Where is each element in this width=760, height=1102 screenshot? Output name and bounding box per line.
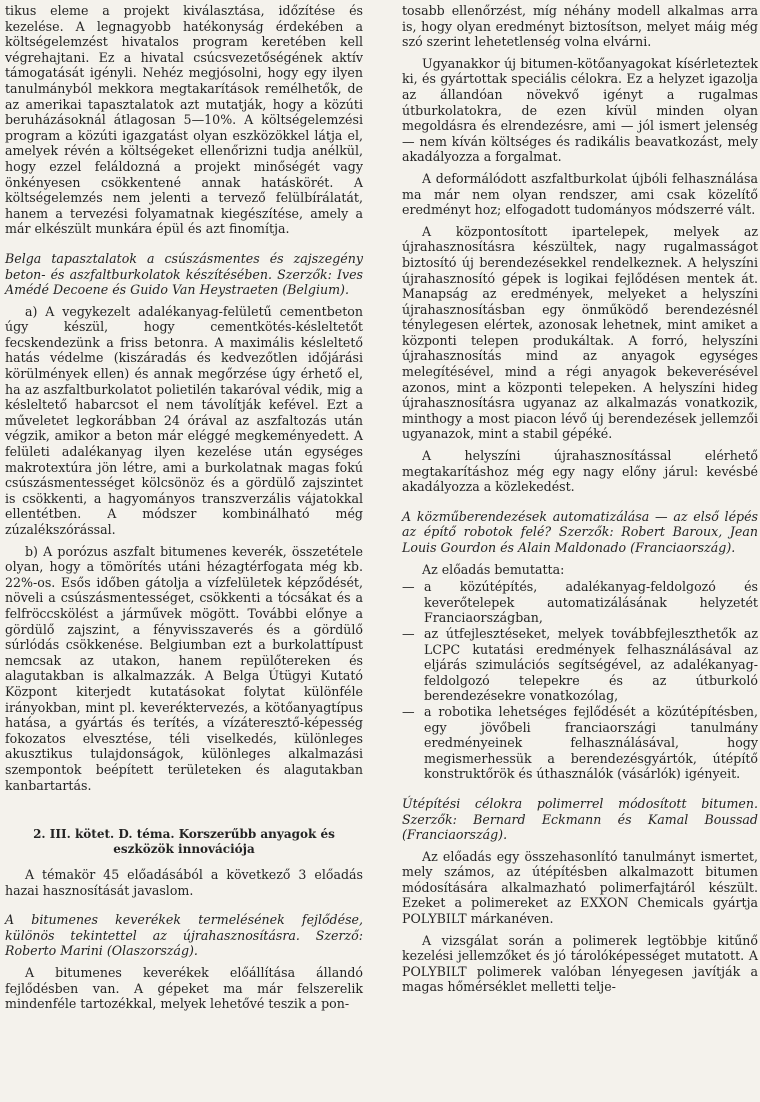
paragraph-comparative-study: Az előadás egy összehasonlító tanulmányt ismertet, mely számos, az útépítésben alkalmazott bitumen módosítására alkalmazható polimerfajtáról készült. Ezeket a polimereket az EXXON Chemicals gyártja POLYBILT márkanéven. — [402, 848, 758, 927]
article-authors: Ives Amédé Decoene és Guido Van Heystraeten — [5, 266, 363, 298]
article-heading-automation — [402, 509, 758, 556]
list-item: — a közútépítés, adalékanyag-feldolgozó és keverőtelepek automatizálásának helyzetét Franciaországban, — [402, 579, 758, 626]
right-column — [402, 3, 758, 1001]
paragraph-presentation: Az előadás bemutatta: — [422, 561, 565, 577]
article-authors: Roberto Marini — [5, 943, 103, 959]
article-authors: Bernard Eckmann — [473, 811, 602, 827]
article-country: (Franciaország). — [630, 540, 736, 555]
section-heading: 2. III. kötet. D. téma. Korszerűbb anyagok és eszközök innovációja — [33, 827, 335, 857]
paragraph-binders: Ugyanakkor új bitumen-kötőanyagokat kísérleteztek ki, és gyártottak speciális célokra. Ez a helyzet igazolja az állandóan növekvő igényt a rugalmas útburkolatokra, de ezen kívül minden olyan megoldásra és elrendezésre, ami — jól ismert jelenség — nem kíván költséges és radikális beavatkozást, mely akadályozza a forgalmat. — [402, 55, 758, 165]
author-label: Szerzők: — [402, 811, 457, 827]
article-authors: Robert Baroux, Jean Louis Gourdon — [402, 524, 758, 555]
author-label: Szerzők: — [277, 266, 332, 282]
author-conjunction: és — [617, 811, 632, 827]
article-title: Belga tapasztalatok a csúszásmentes és zajszegény beton- és aszfaltburkolatok készítésében. — [5, 250, 363, 282]
paragraph-polybilt: A vizsgálat során a polimerek legtöbbje kitűnő kezelési jellemzőket és jó tárolóképességet mutatott. A POLYBILT polimerek valóban lényegesen javítják a magas hőmérséklet melletti telje- — [402, 932, 758, 995]
paragraph-porous-asphalt: b) A porózus aszfalt bitumenes keverék, összetétele olyan, hogy a tömörítés utáni hézagtérfogata még kb. 22%-os. Esős időben gátolja a vízfelületek képződését, növeli a csúszásmentességet, csökkenti a tócsákat és a felfröccskölést a járművek mögött. További előnye a gördülő zajszint, a fényvisszaverés és a gördülő súrlódás csökkenése. Belgiumban ezt a burkolattípust nemcsak az utakon, hanem repülőtereken és alagutakban is alkalmazzák. A Belga Útügyi Kutató Központ kiterjedt kutatásokat folytat különféle irányokban, mint pl. keveréktervezés, a kötőanyagtípus hatása, a gyártás és terítés, a vízáteresztő-képesség fokozatos elvesztése, téli viselkedés, különleges akusztikus tulajdonságok, különleges alkalmazási szempontok beépített területeken és alagutakban kanbartartás. — [5, 543, 363, 793]
author-conjunction: és — [500, 540, 515, 555]
article-heading-polymer — [402, 796, 758, 843]
paragraph-concrete: a) A vegykezelt adalékanyag-felületű cementbeton úgy készül, hogy cementkötés-késleltetőt fecskendezünk a friss betonra. A maximális késleltető hatás védelme (kiszáradás és kedvezőtlen időjárási körülmények ellen) és annak megőrzése úgy érhető el, ha az aszfaltburkolatot polietilén takaróval védik, mig a késleltető habarcsot el nem távolítják kefével. Ezt a műveletet legkorábban 24 órával az aszfaltozás után végzik, amikor a beton már eléggé megkeményedett. A felületi adalékanyag ilyen kezelése után egységes makrotextúra jön létre, ami a burkolatnak magas fokú csúszásmentességet kölcsönöz és a gördülő zajszintet is csökkenti, a hagyományos transzverzális vájatokkal ellentétben. A módszer kombinálható még zúzalékszórással. — [5, 303, 363, 537]
list-item: — az útfejlesztéseket, melyek továbbfejleszthetők az LCPC kutatási eredmények felhasználásával az eljárás szimulációs segítségével, az adalékanyag-feldolgozó telepekre és az útburkoló berendezésekre vonatkozólag, — [402, 626, 758, 704]
article-country: (Franciaország). — [402, 827, 508, 843]
article-title: Útépítési célokra polimerrel módosított bitumen. — [402, 795, 758, 811]
paragraph-mixes: A bitumenes keverékek előállítása állandó fejlődésben van. A gépeket ma már felszerelik mindenféle tartozékkal, melyek lehetővé teszik a pon- — [5, 965, 363, 1012]
paragraph-central-plants: A központosított ipartelepek, melyek az újrahasznosításra készültek, nagy rugalmasságot biztosító új berendezésekkel rendelkeznek. A helyszíni újrahasznosító gépek is logikai fejlődésen mentek át. Manapság az eredmények, melyeket a helyszíni újrahasznosításban egy önműködő berendezésnél ténylegesen elértek, azonosak lehetnek, mint amiket a központi telepen produkáltak. A forró, helyszíni újrahasznosítás mind az anyagok egységes melegítésével, mind a régi anyagok bekeverésével azonos, mint a központi telepeken. A helyszíni hideg újrahasznosításra ugyanaz az alkalmazás vonatkozik, minthogy a most piacon lévő új berendezések jellemzői ugyanazok, mint a stabil gépéké. — [402, 223, 758, 442]
bullet-list — [402, 579, 758, 782]
list-item: — a robotika lehetséges fejlődését a közútépítésben, egy jövőbeli franciaországi tanulmány eredményeinek felhasználásával, hogy megismerhessük a berendezésgyártók, útépítő konstruktőrök és úthasználók (vásárlók) igényeit. — [402, 704, 758, 782]
left-column — [5, 3, 363, 1018]
author-label: Szerzők: — [558, 524, 614, 540]
paragraph-savings: A helyszíni újrahasznosítással elérhető megtakarításhoz még egy nagy előny járul: kevésbé akadályozza a közlekedést. — [402, 448, 758, 495]
paragraph-control: tosabb ellenőrzést, míg néhány modell alkalmas arra is, hogy olyan eredményt biztosítson, melyet máig még szó szerint lehetetlenség volna elvárni. — [402, 3, 758, 50]
article-country: (Belgium). — [282, 282, 349, 298]
article-authors-2: Kamal Boussad — [647, 811, 758, 827]
article-heading-bituminous — [5, 912, 363, 959]
article-country: (Olaszország). — [106, 943, 198, 959]
article-title: A bitumenes keverékek termelésének fejlődése, különös tekintettel az újrahasznosításra. — [5, 912, 363, 943]
article-title: A közműberendezések automatizálása — az első lépés az építő robotok felé? — [402, 508, 758, 540]
paragraph-cost-analysis: tikus eleme a projekt kiválasztása, időzítése és kezelése. A legnagyobb hatékonyság érdekében a költségelemzést hivatalos program keretében kell végrehajtani. Ez a hivatal csúcsvezetőségének aktív támogatását igényli. Nehéz megjósolni, hogy egy ilyen tanulmányból mekkora megtakarítások remélhetők, de az amerikai tapasztalatok azt mutatják, hogy a közúti beruházásoknál átlagosan 5—10%. A költségelemzési program a közúti igazgatást olyan eszközökkel látja el, amelyek révén a költségeket ellenőrizni tudja anélkül, hogy ezzel feláldozná a projekt minőségét vagy önkényesen csökkentené annak hatáskörét. A költségelemzés nem jelenti a tervező felülbírálatát, hanem a tervezési folyamatnak kiegészítése, amely a már elkészült munkára épül és azt finomítja. — [5, 3, 363, 237]
paragraph-proposal: A témakör 45 előadásából a következő 3 előadás hazai hasznosítását javaslom. — [5, 867, 363, 898]
paragraph-reuse: A deformálódott aszfaltburkolat újbóli felhasználása ma már nem olyan rendszer, ami csak közelítő eredményt hoz; elfogadott tudományos módszerré vált. — [402, 170, 758, 218]
article-authors-2: Alain Maldonado — [518, 540, 627, 555]
article-heading-belgian — [5, 251, 363, 298]
author-label: Szerző: — [315, 927, 363, 943]
